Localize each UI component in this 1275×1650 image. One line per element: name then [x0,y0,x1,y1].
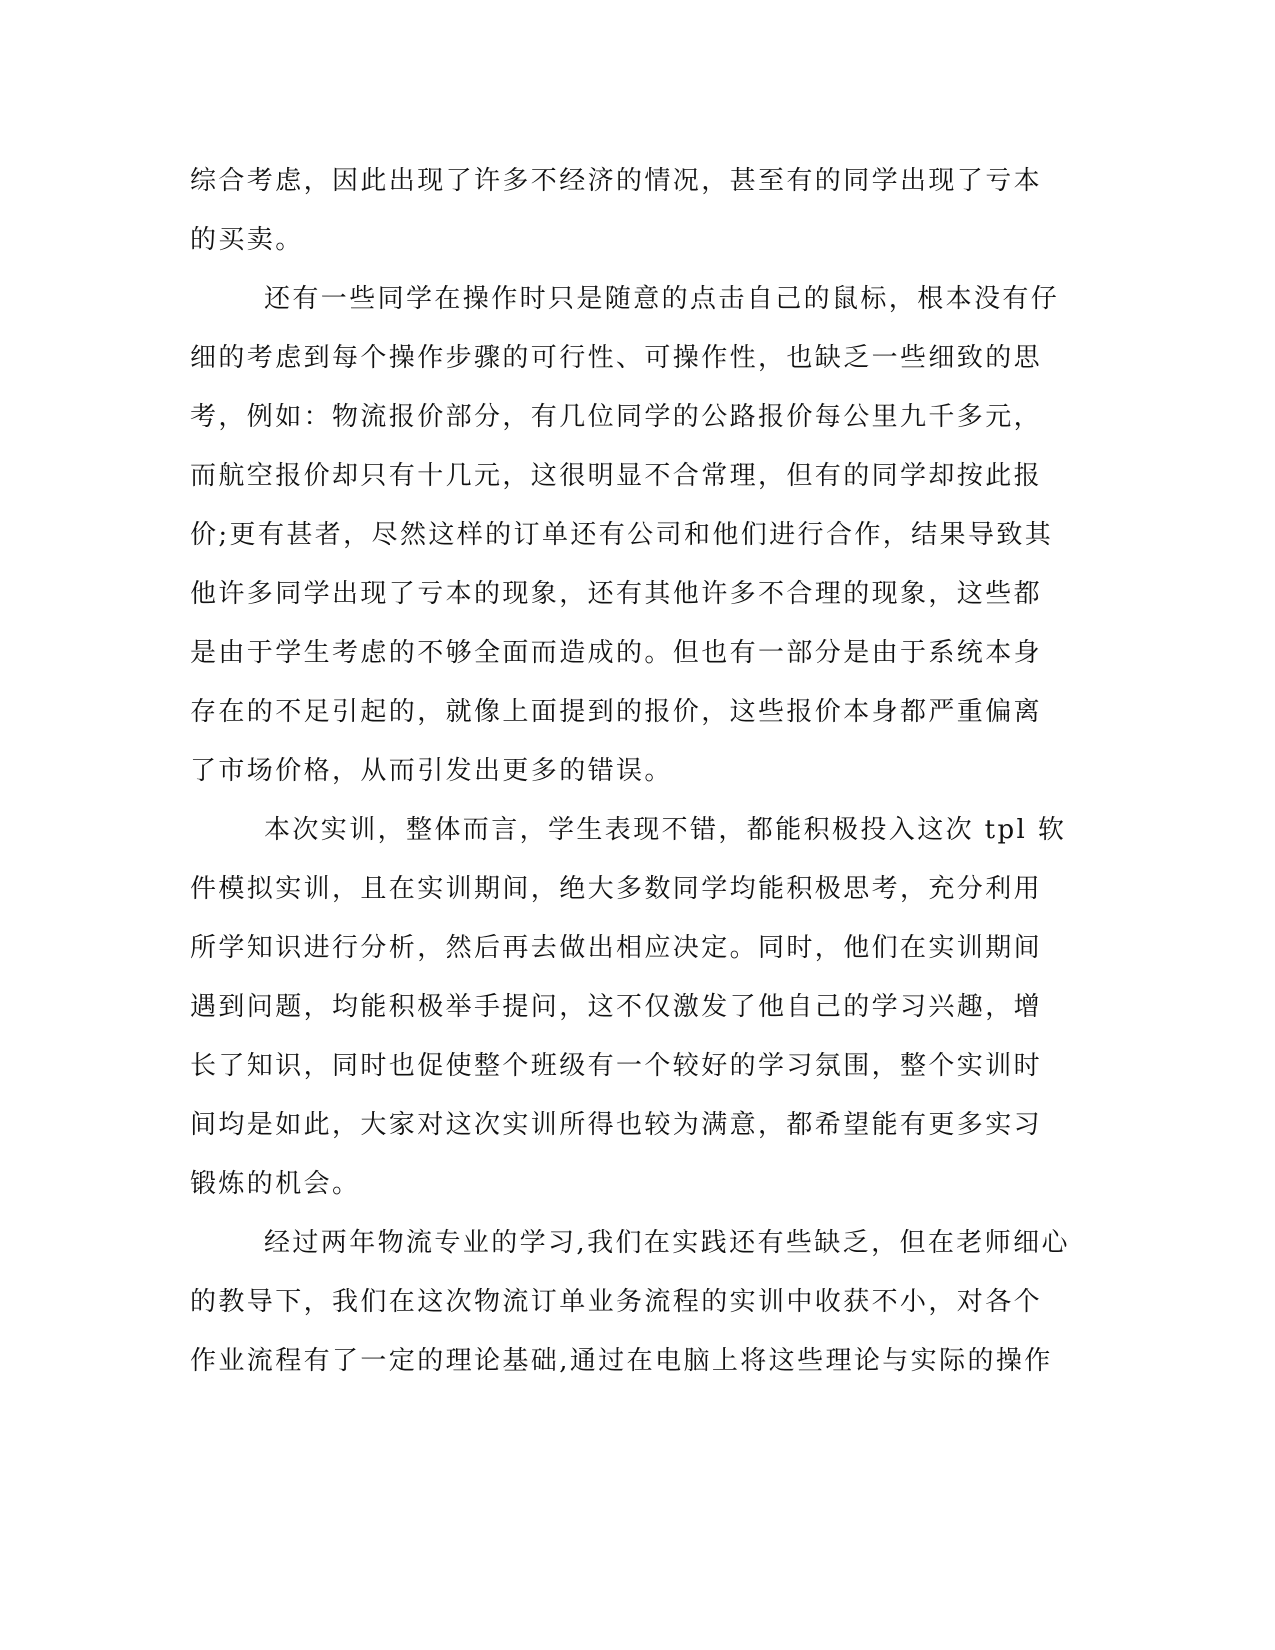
paragraph-3-line-2: 件模拟实训，且在实训期间，绝大多数同学均能积极思考，充分利用 [190,874,1043,904]
paragraph-4-line-3: 作业流程有了一定的理论基础,通过在电脑上将这些理论与实际的操作 [190,1346,1053,1376]
paragraph-1-line-1: 综合考虑，因此出现了许多不经济的情况，甚至有的同学出现了亏本 [190,166,1043,196]
paragraph-3-line-5: 长了知识，同时也促使整个班级有一个较好的学习氛围，整个实训时 [190,1051,1043,1081]
paragraph-2-line-1: 还有一些同学在操作时只是随意的点击自己的鼠标，根本没有仔 [264,284,1060,314]
paragraph-1-line-2: 的买卖。 [190,225,304,255]
paragraph-2-line-2: 细的考虑到每个操作步骤的可行性、可操作性，也缺乏一些细致的思 [190,343,1043,373]
paragraph-2-line-6: 他许多同学出现了亏本的现象，还有其他许多不合理的现象，这些都 [190,579,1043,609]
paragraph-2-line-8: 存在的不足引起的，就像上面提到的报价，这些报价本身都严重偏离 [190,697,1043,727]
paragraph-3-line-1: 本次实训，整体而言，学生表现不错，都能积极投入这次 tpl 软 [264,815,1067,845]
paragraph-2-line-3: 考，例如：物流报价部分，有几位同学的公路报价每公里九千多元， [190,402,1043,432]
paragraph-2-line-4: 而航空报价却只有十几元，这很明显不合常理，但有的同学却按此报 [190,461,1043,491]
paragraph-3-line-3: 所学知识进行分析，然后再去做出相应决定。同时，他们在实训期间 [190,933,1043,963]
paragraph-2-line-5: 价;更有甚者，尽然这样的订单还有公司和他们进行合作，结果导致其 [190,520,1054,550]
paragraph-2-line-7: 是由于学生考虑的不够全面而造成的。但也有一部分是由于系统本身 [190,638,1043,668]
paragraph-3-line-6: 间均是如此，大家对这次实训所得也较为满意，都希望能有更多实习 [190,1110,1043,1140]
paragraph-2-line-9: 了市场价格，从而引发出更多的错误。 [190,756,673,786]
paragraph-3-line-4: 遇到问题，均能积极举手提问，这不仅激发了他自己的学习兴趣，增 [190,992,1043,1022]
paragraph-3-line-7: 锻炼的机会。 [190,1169,361,1199]
paragraph-4-line-1: 经过两年物流专业的学习,我们在实践还有些缺乏，但在老师细心 [264,1228,1070,1258]
paragraph-4-line-2: 的教导下，我们在这次物流订单业务流程的实训中收获不小，对各个 [190,1287,1043,1317]
